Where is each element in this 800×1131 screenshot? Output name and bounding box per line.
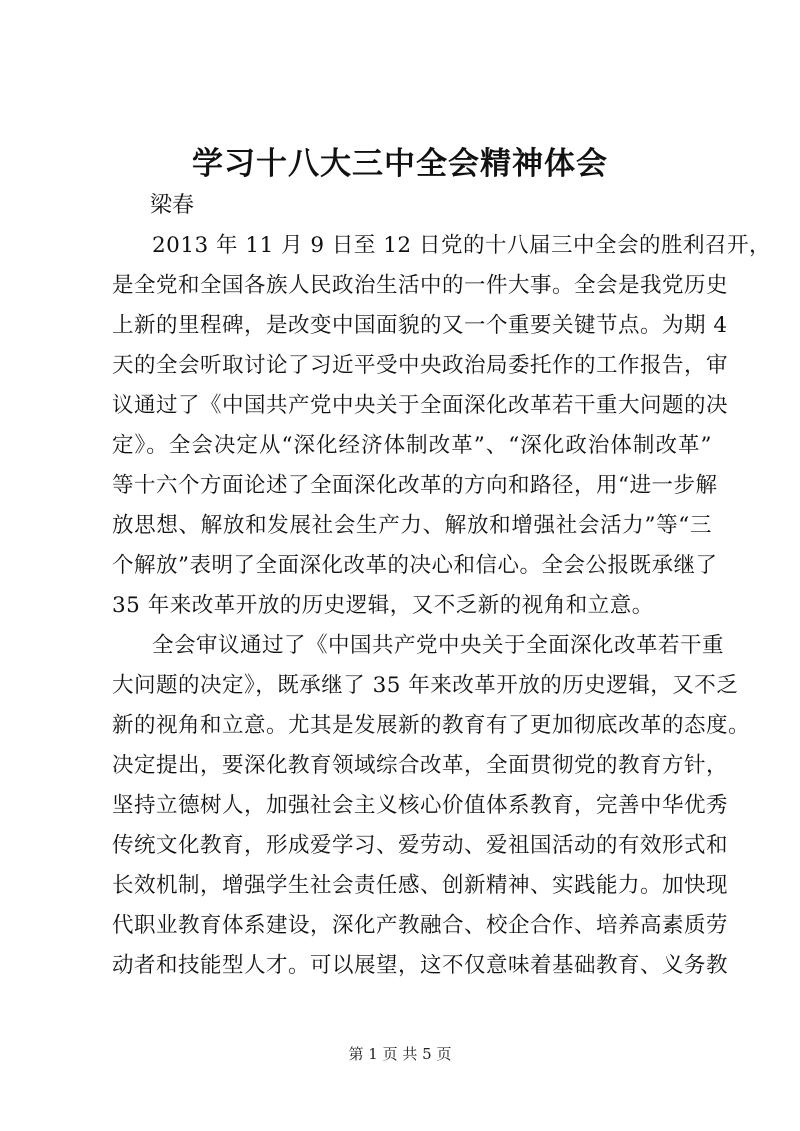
paragraph-1-line-9: 个解放”表明了全面深化改革的决心和信心。全会公报既承继了: [112, 553, 718, 578]
page-title: 学习十八大三中全会精神体会: [192, 146, 608, 182]
paragraph-1-line-3: 上新的里程碑，是改变中国面貌的又一个重要关键节点。为期 4: [112, 313, 728, 338]
paragraph-2-line-7: 长效机制，增强学生社会责任感、创新精神、实践能力。加快现: [112, 873, 729, 898]
author-name: 梁春: [150, 193, 195, 218]
paragraph-2-line-1: 全会审议通过了《中国共产党中央关于全面深化改革若干重: [152, 633, 725, 658]
paragraph-1-line-10: 35 年来改革开放的历史逻辑，又不乏新的视角和立意。: [112, 593, 654, 618]
paragraph-1-line-2: 是全党和全国各族人民政治生活中的一件大事。全会是我党历史: [112, 273, 729, 298]
paragraph-2-line-3: 新的视角和立意。尤其是发展新的教育有了更加彻底改革的态度。: [112, 713, 751, 738]
paragraph-1-line-7: 等十六个方面论述了全面深化改革的方向和路径，用“进一步解: [112, 473, 718, 498]
paragraph-2-line-9: 动者和技能型人才。可以展望，这不仅意味着基础教育、义务教: [112, 953, 729, 978]
paragraph-1-line-4: 天的全会听取讨论了习近平受中央政治局委托作的工作报告，审: [112, 353, 729, 378]
paragraph-1-line-8: 放思想、解放和发展社会生产力、解放和增强社会活力”等“三: [112, 513, 712, 538]
paragraph-2-line-2: 大问题的决定》，既承继了 35 年来改革开放的历史逻辑，又不乏: [112, 673, 739, 698]
paragraph-1-line-5: 议通过了《中国共产党中央关于全面深化改革若干重大问题的决: [112, 393, 729, 418]
paragraph-2-line-4: 决定提出，要深化教育领域综合改革，全面贯彻党的教育方针，: [112, 753, 729, 778]
paragraph-1-line-6: 定》。全会决定从“深化经济体制改革”、“深化政治体制改革”: [112, 433, 712, 458]
paragraph-2-line-6: 传统文化教育，形成爱学习、爱劳动、爱祖国活动的有效形式和: [112, 833, 729, 858]
paragraph-1-line-1: 2013 年 11 月 9 日至 12 日党的十八届三中全会的胜利召开，: [152, 233, 771, 258]
paragraph-2-line-5: 坚持立德树人，加强社会主义核心价值体系教育，完善中华优秀: [112, 793, 729, 818]
page-footer: 第 1 页 共 5 页: [348, 1045, 452, 1063]
body-text: [112, 226, 771, 986]
paragraph-2-line-8: 代职业教育体系建设，深化产教融合、校企合作、培养高素质劳: [112, 913, 729, 938]
